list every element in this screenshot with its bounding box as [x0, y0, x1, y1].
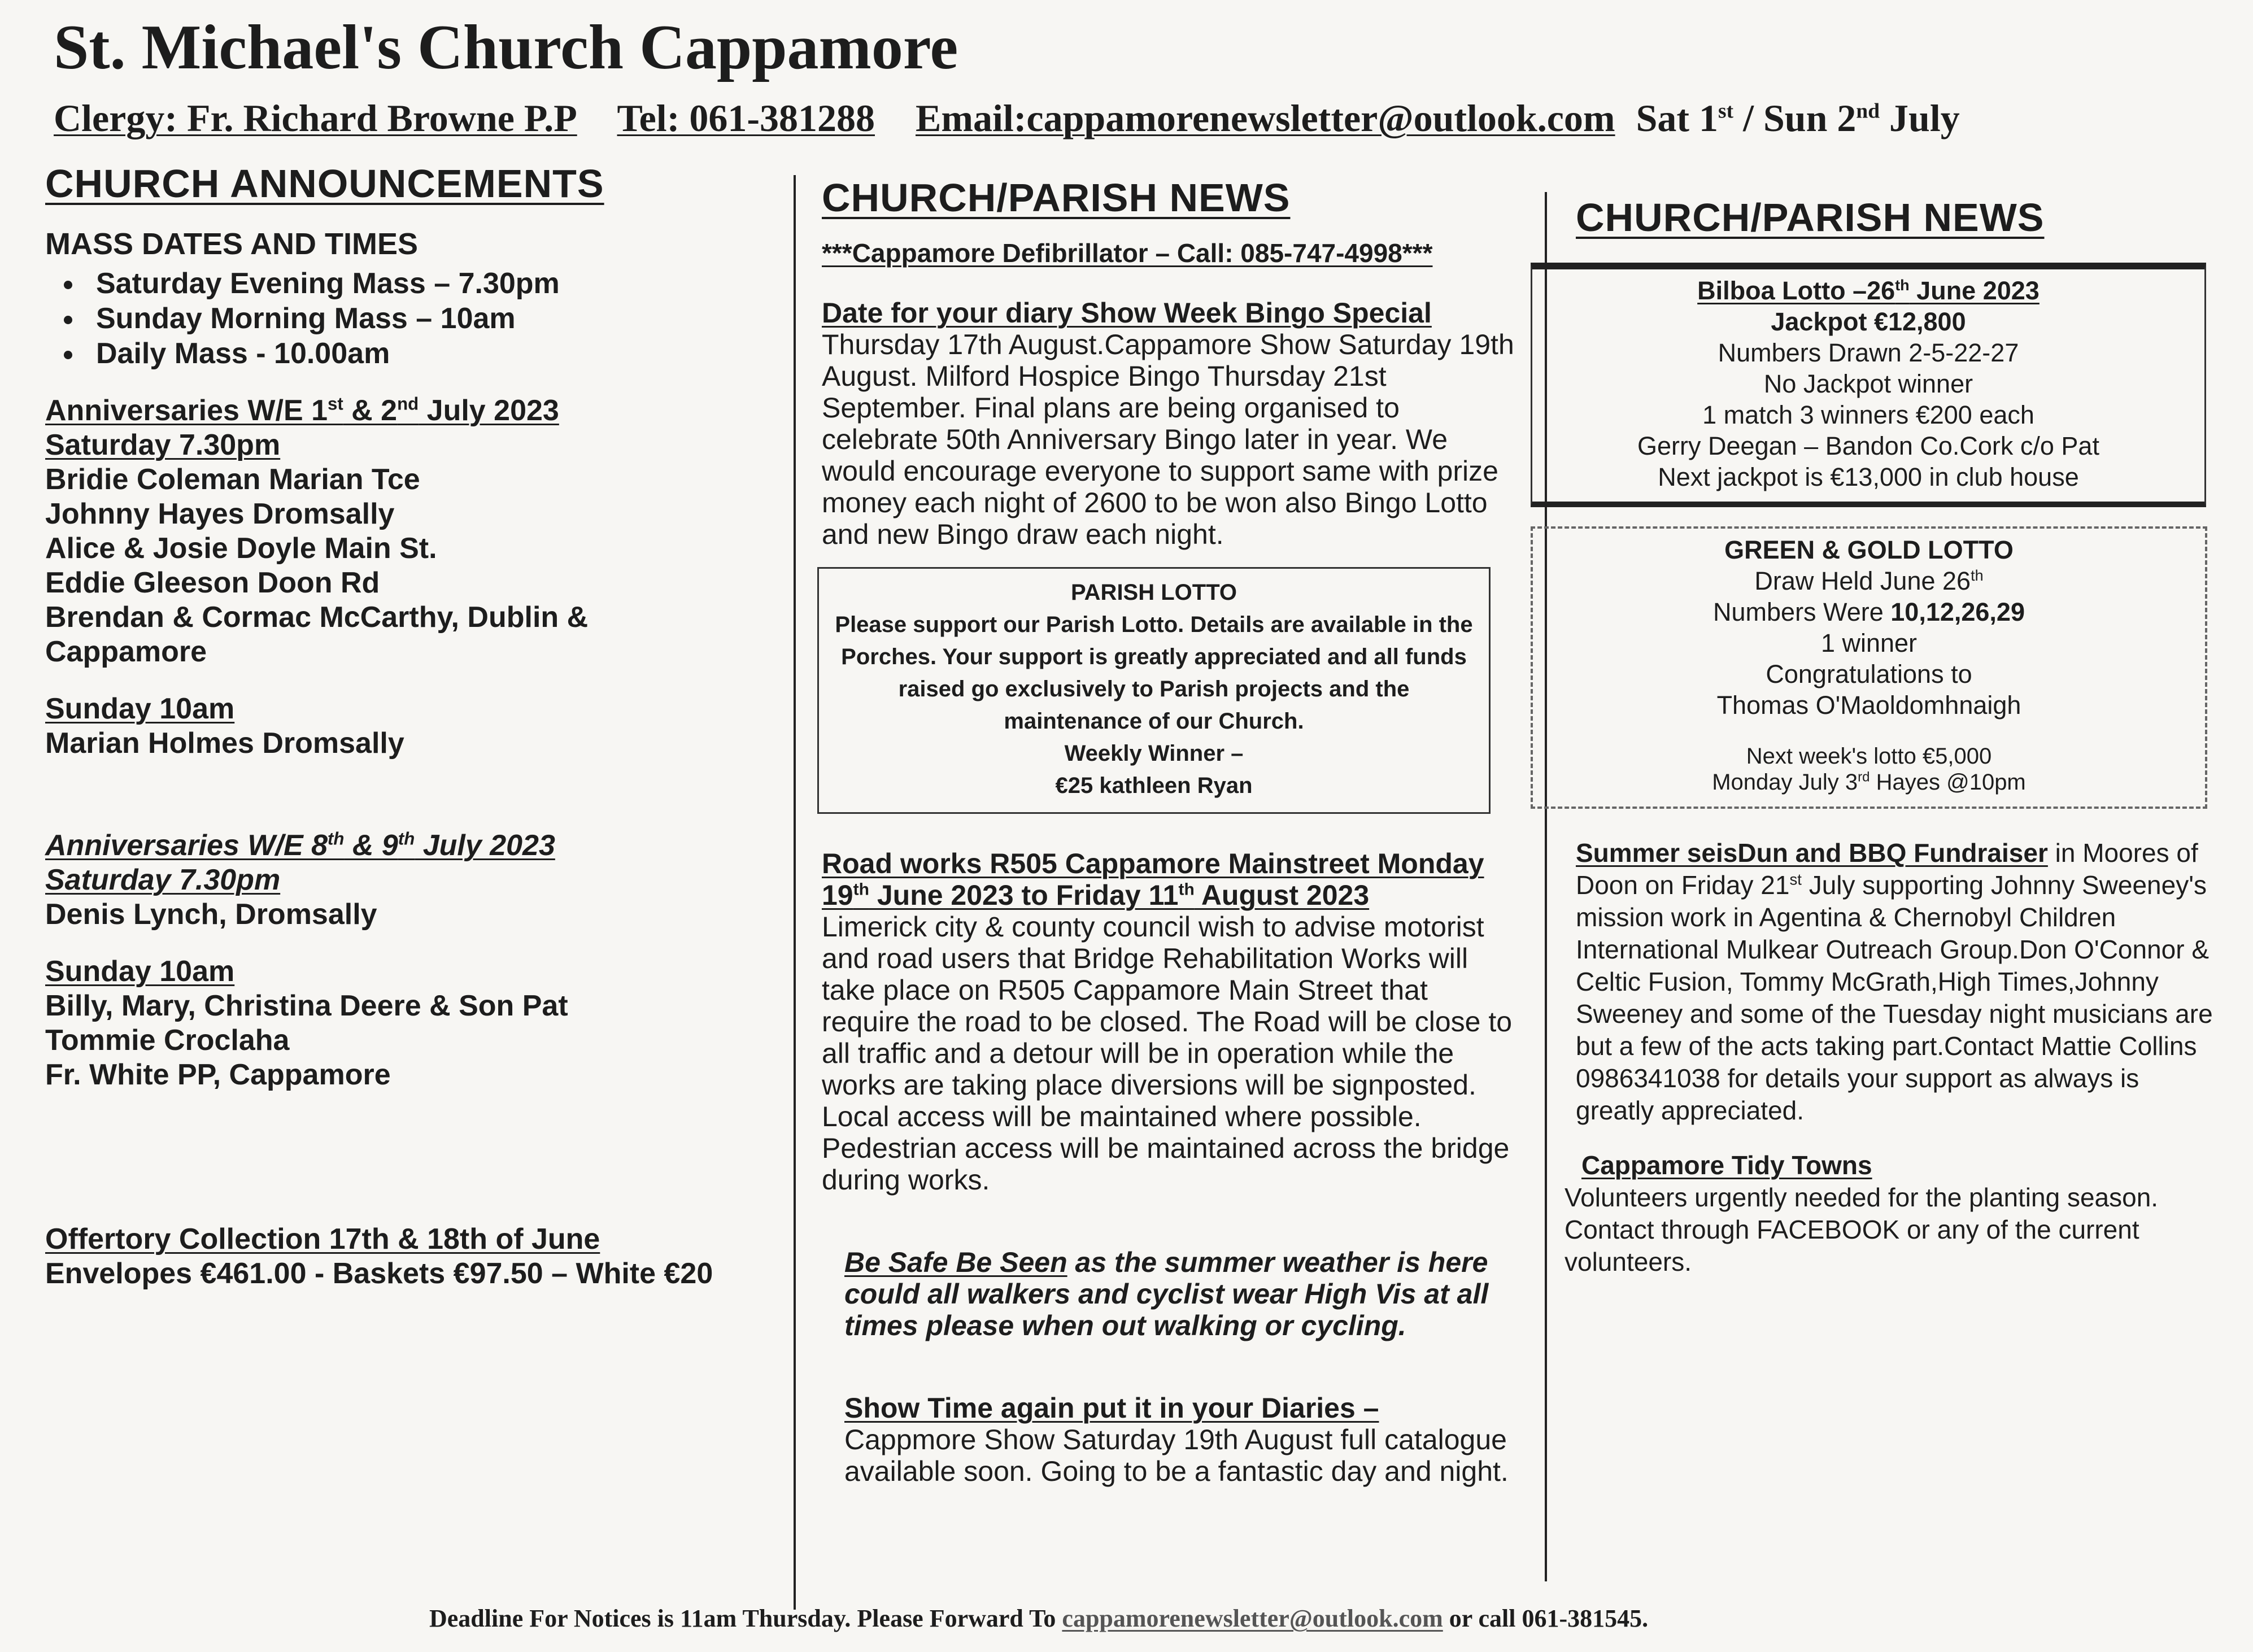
saturday-heading: Saturday 7.30pm — [45, 864, 281, 896]
list-item: Billy, Mary, Christina Deere & Son Pat — [45, 990, 568, 1022]
parish-lotto-text: Please support our Parish Lotto. Details are available in the Porches. Your support is greatly appreciated and all funds raised go exclusively to Parish projects and the maintenance of our Church. — [835, 612, 1473, 734]
list-item: 1 winner — [1820, 629, 1918, 657]
newsletter-title: St. Michael's Church Cappamore — [54, 12, 958, 82]
bilboa-lotto-box — [1531, 263, 2206, 507]
contact-line — [54, 96, 1991, 141]
saturday-heading: Saturday 7.30pm — [45, 429, 281, 461]
list-item: No Jackpot winner — [1763, 369, 1973, 398]
column-divider-left — [794, 175, 796, 1610]
list-item: Cappamore — [45, 635, 207, 668]
road-works-heading: Road works R505 Cappamore Mainstreet Monday 19th June 2023 to Friday 11th August 2023 — [822, 848, 1484, 911]
green-gold-title: GREEN & GOLD LOTTO — [1724, 535, 2014, 564]
list-item: Marian Holmes Dromsally — [45, 727, 404, 760]
parish-news-column-middle — [822, 175, 1522, 1487]
announcements-heading: CHURCH ANNOUNCEMENTS — [45, 162, 604, 206]
list-item: Johnny Hayes Dromsally — [45, 498, 395, 530]
road-works-text: Limerick city & county council wish to advise motorist and road users that Bridge Rehabilitation Works will take place on R505 Cappamore Main Street that require the road to be closed. The Road will be close to all traffic and a detour will be in operation while the works are taking place diversions will be signposted. Local access will be maintained where possible. Pedestrian access will be maintained across the bridge during works. — [822, 911, 1513, 1196]
green-gold-draw: Draw Held June 26th — [1754, 566, 1984, 595]
green-gold-lotto-box — [1531, 526, 2207, 809]
parish-lotto-title: PARISH LOTTO — [1070, 580, 1237, 605]
bingo-heading: Date for your diary Show Week Bingo Special — [822, 297, 1432, 329]
safety-heading: Be Safe Be Seen — [844, 1246, 1067, 1278]
list-item: Thomas O'Maoldomhnaigh — [1716, 691, 2021, 720]
bilboa-title: Bilboa Lotto –26th June 2023 — [1697, 276, 2040, 305]
show-text: Cappmore Show Saturday 19th August full catalogue available soon. Going to be a fantastic day and night. — [844, 1424, 1509, 1487]
green-gold-monday: Monday July 3rd Hayes @10pm — [1712, 769, 2026, 795]
announcements-column — [45, 161, 779, 1291]
sunday-heading: Sunday 10am — [45, 955, 235, 988]
parish-news-heading: CHURCH/PARISH NEWS — [822, 176, 1291, 220]
telephone: Tel: 061-381288 — [617, 97, 875, 140]
tidy-towns-heading: Cappamore Tidy Towns — [1581, 1150, 1872, 1180]
parish-news-column-right — [1531, 195, 2220, 1278]
newsletter-header — [54, 11, 2200, 175]
list-item: Fr. White PP, Cappamore — [45, 1058, 391, 1091]
weekly-winner: €25 kathleen Ryan — [1055, 773, 1253, 798]
list-item: Gerry Deegan – Bandon Co.Cork c/o Pat — [1637, 431, 2099, 460]
list-item: Numbers Drawn 2-5-22-27 — [1718, 338, 2019, 367]
list-item: Brendan & Cormac McCarthy, Dublin & — [45, 601, 589, 634]
list-item: Denis Lynch, Dromsally — [45, 898, 377, 931]
green-gold-next: Next week's lotto €5,000 — [1746, 744, 1992, 769]
offertory-heading: Offertory Collection 17th & 18th of June — [45, 1223, 600, 1256]
bingo-text: Thursday 17th August.Cappamore Show Saturday 19th August. Milford Hospice Bingo Thursday 21st September. Final plans are being organised to celebrate 50th Anniversary Bingo later in year. We would encourage everyone to support same with prize money each night of 2600 to be won also Bingo Lotto and new Bingo draw each night. — [822, 329, 1514, 550]
safety-notice: Be Safe Be Seen as the summer weather is here could all walkers and cyclist wear High Vis at all times please when out walking or cycling. — [844, 1246, 1489, 1341]
mass-times-heading: MASS DATES AND TIMES — [45, 227, 419, 261]
list-item: • Sunday Morning Mass – 10am — [85, 301, 779, 336]
list-item: Next jackpot is €13,000 in club house — [1658, 463, 2079, 491]
bilboa-jackpot: Jackpot €12,800 — [1771, 307, 1966, 336]
newsletter-date: Sat 1st / Sun 2nd July — [1636, 97, 1960, 140]
parish-news-heading: CHURCH/PARISH NEWS — [1576, 195, 2045, 239]
offertory-amounts: Envelopes €461.00 - Baskets €97.50 – White €20 — [45, 1257, 713, 1290]
list-item: Bridie Coleman Marian Tce — [45, 463, 420, 496]
list-item: Eddie Gleeson Doon Rd — [45, 566, 380, 599]
clergy-name: Clergy: Fr. Richard Browne P.P — [54, 97, 577, 140]
mass-times-list — [45, 266, 779, 371]
weekly-winner-label: Weekly Winner – — [1064, 741, 1244, 766]
anniversaries-heading-2: Anniversaries W/E 8th & 9th July 2023 — [45, 829, 555, 862]
fundraiser-heading: Summer seisDun and BBQ Fundraiser — [1576, 838, 2048, 868]
parish-lotto-box — [817, 567, 1491, 814]
list-item: Tommie Croclaha — [45, 1024, 290, 1057]
show-heading: Show Time again put it in your Diaries – — [844, 1392, 1379, 1424]
fundraiser-notice: Summer seisDun and BBQ Fundraiser in Moores of Doon on Friday 21st July supporting Johnny Sweeney's mission work in Agentina & Chernobyl Children International Mulkear Outreach Group.Don O'Connor & Celtic Fusion, Tommy McGrath,High Times,Johnny Sweeney and some of the Tuesday night musicians are but a few of the acts taking part.Contact Mattie Collins 0986341038 for details your support as always is greatly appreciated. — [1576, 838, 2213, 1125]
list-item: Alice & Josie Doyle Main St. — [45, 532, 437, 565]
list-item: 1 match 3 winners €200 each — [1702, 400, 2034, 429]
footer-email-link[interactable]: cappamorenewsletter@outlook.com — [1062, 1605, 1443, 1632]
defibrillator-notice: ***Cappamore Defibrillator – Call: 085-747-4998*** — [822, 238, 1433, 268]
list-item: • Saturday Evening Mass – 7.30pm — [85, 266, 779, 301]
footer-deadline: Deadline For Notices is 11am Thursday. Please Forward To cappamorenewsletter@outlook.com or call 061-381545. — [429, 1605, 1649, 1632]
sunday-heading: Sunday 10am — [45, 692, 235, 725]
tidy-towns-text: Volunteers urgently needed for the planting season. Contact through FACEBOOK or any of the current volunteers. — [1565, 1183, 2159, 1276]
anniversaries-heading-1: Anniversaries W/E 1st & 2nd July 2023 — [45, 394, 559, 427]
green-gold-numbers: Numbers Were 10,12,26,29 — [1713, 598, 2025, 626]
list-item: Congratulations to — [1766, 660, 1972, 688]
list-item: • Daily Mass - 10.00am — [85, 336, 779, 371]
email-link[interactable]: Email:cappamorenewsletter@outlook.com — [916, 97, 1615, 140]
